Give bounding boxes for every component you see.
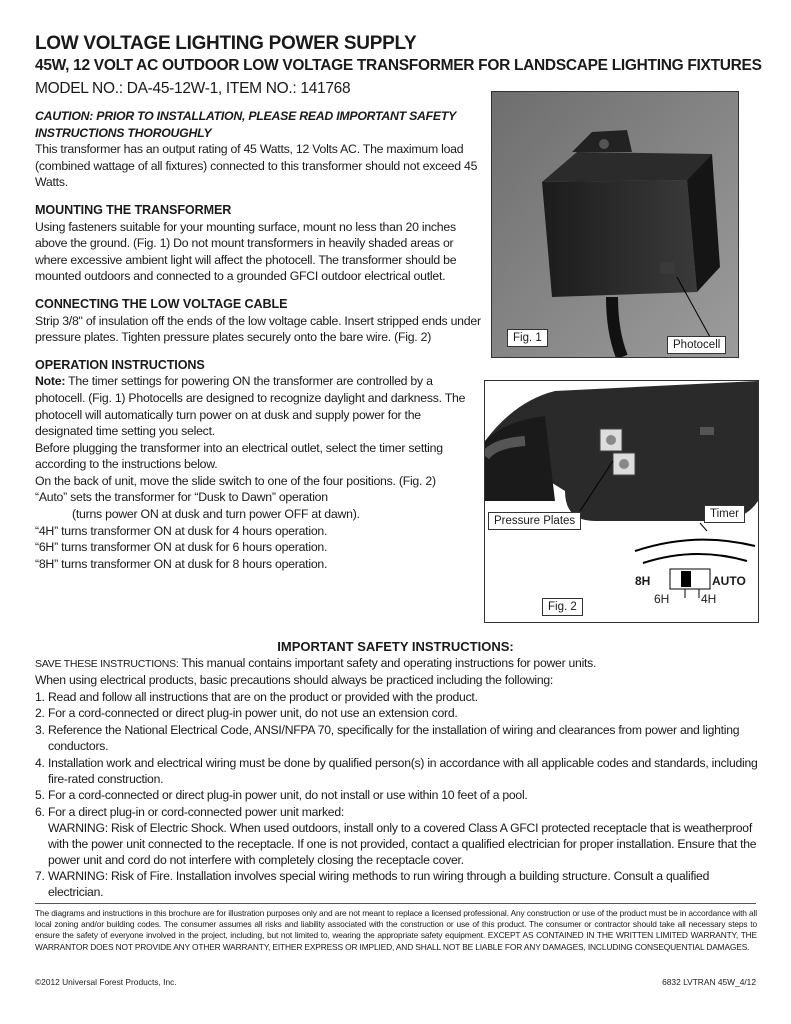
caution-text: This transformer has an output rating of 45 Watts, 12 Volts AC. The maximum load (combined wattage of all fixtures) connected to this transformer should not exceed 45 Watts. (35, 142, 478, 190)
figure-2 (484, 380, 759, 623)
list-item (35, 690, 760, 706)
item-text: For a cord-connected or direct plug-in power unit, do not use an extension cord. (48, 706, 458, 721)
list-item (35, 869, 760, 901)
note-label: Note: (35, 374, 66, 389)
figure-2-label: Fig. 2 (542, 598, 583, 616)
connecting-heading: CONNECTING THE LOW VOLTAGE CABLE (35, 296, 288, 311)
list-item (35, 805, 760, 868)
save-text: This manual contains important safety and operating instructions for power units. (178, 656, 597, 670)
item-text: For a direct plug-in or cord-connected power unit marked: (48, 805, 345, 820)
item-number: 6. (35, 805, 45, 820)
item-text: For a cord-connected or direct plug-in power unit, do not install or use within 10 feet of a pool. (48, 788, 528, 803)
operation-note (35, 373, 481, 439)
disclaimer: The diagrams and instructions in this brochure are for illustration purposes only and are not meant to replace a licensed professional. Any construction or use of the product must be in accordance with all local zoning and/or building codes. The consumer assumes all risks and liability associated with the construction or use of this product. The consumer or contractor should take all necessary steps to ensure the safety of everyone involved in the project, including, but not limited to, wearing the appropriate safety equipment. EXCEPT AS CONTAINED IN THE WRITTEN LIMITED WARRANTY, THE WARRANTOR DOES NOT PROVIDE ANY OTHER WARRANTY, EITHER EXPRESS OR IMPLIED, AND SHALL NOT BE LIABLE FOR ANY DAMAGES, INCLUDING CONSEQUENTIAL DAMAGES. (35, 908, 757, 952)
transformer-photo (492, 92, 738, 357)
operation-line: “8H” turns transformer ON at dusk for 8 hours operation. (35, 556, 328, 571)
photocell-label: Photocell (667, 336, 726, 354)
note-text: The timer settings for powering ON the transformer are controlled by a photocell. (Fig. 1) Photocells are designed to recognize daylight and darkness. The photocell will automatically turn power on at dusk and supply power for the designated time setting you select. (35, 374, 466, 439)
save-instructions-line (35, 656, 760, 673)
mounting-text: Using fasteners suitable for your mounting surface, mount no less than 20 inches above the ground. (Fig. 1) Do not mount transformers in heavily shaded areas or where excessive ambient light will affect the photocell. The transformer should be mounted outdoors and connected to a grounded GFCI outdoor electrical outlet. (35, 219, 457, 284)
switch-4h-label: 4H (701, 592, 717, 606)
copyright: ©2012 Universal Forest Products, Inc. (35, 977, 177, 987)
item-number: 5. (35, 788, 45, 803)
operation-line: On the back of unit, move the slide switch to one of the four positions. (Fig. 2) (35, 473, 436, 488)
switch-auto-label: AUTO (712, 574, 746, 588)
page-subtitle: 45W, 12 VOLT AC OUTDOOR LOW VOLTAGE TRANSFORMER FOR LANDSCAPE LIGHTING FIXTURES (35, 57, 762, 74)
item-text: WARNING: Risk of Fire. Installation involves special wiring methods to run wiring through a building structure. Consult a qualified electrician. (48, 869, 710, 900)
figure-1-label: Fig. 1 (507, 329, 548, 347)
model-number: MODEL NO.: DA-45-12W-1, ITEM NO.: 141768 (35, 80, 351, 97)
mounting-heading: MOUNTING THE TRANSFORMER (35, 202, 232, 217)
item-6-warning: WARNING: Risk of Electric Shock. When used outdoors, install only to a covered Class A GFCI protected receptacle that is weatherproof with the power unit connected to the receptacle. If one is not provided, contact a qualified electrician for proper installation. Ensure that the power unit and cord do not interfere with completely closing the receptacle cover. (48, 820, 757, 867)
operation-line: “Auto” sets the transformer for “Dusk to Dawn” operation (35, 490, 328, 505)
figure-1 (491, 91, 739, 358)
item-text: Installation work and electrical wiring must be done by qualified person(s) in accordance with all applicable codes and standards, including fire-rated construction. (48, 755, 758, 786)
caution-heading: CAUTION: PRIOR TO INSTALLATION, PLEASE READ IMPORTANT SAFETY INSTRUCTIONS THOROUGHLY (35, 109, 456, 140)
safety-list (35, 690, 760, 901)
item-number: 1. (35, 689, 45, 704)
operation-line: “6H” turns transformer ON at dusk for 6 hours operation. (35, 540, 328, 555)
operation-line: (turns power ON at dusk and turn power OFF at dawn). (72, 507, 360, 522)
photocell-sensor (660, 262, 674, 274)
page-title: LOW VOLTAGE LIGHTING POWER SUPPLY (35, 33, 417, 54)
switch-8h-label: 8H (635, 574, 651, 588)
list-item (35, 723, 760, 755)
item-number: 2. (35, 706, 45, 721)
operation-line: Before plugging the transformer into an electrical outlet, select the timer setting according to the instructions below. (35, 440, 443, 472)
connecting-text: Strip 3/8" of insulation off the ends of the low voltage cable. Insert stripped ends under pressure plates. Tighten pressure plates securely onto the bare wire. (Fig. 2) (35, 313, 481, 345)
transformer-body (542, 180, 697, 297)
pressure-plates-label: Pressure Plates (488, 512, 581, 530)
list-item (35, 756, 760, 788)
item-text: Read and follow all instructions that are on the product or provided with the product. (48, 689, 478, 704)
footer-divider (35, 903, 756, 904)
operation-line: “4H” turns transformer ON at dusk for 4 hours operation. (35, 523, 328, 538)
safety-instructions (35, 656, 760, 901)
instructions-column (35, 108, 481, 572)
list-item (35, 788, 760, 804)
item-number: 4. (35, 755, 45, 770)
save-label: SAVE THESE INSTRUCTIONS: (35, 658, 179, 670)
list-item (35, 706, 760, 722)
item-number: 7. (35, 869, 45, 884)
item-number: 3. (35, 723, 45, 738)
timer-label: Timer (704, 505, 745, 523)
safety-intro: When using electrical products, basic precautions should always be practiced including the following: (35, 672, 554, 687)
item-text: Reference the National Electrical Code, ANSI/NFPA 70, specifically for the installation of wiring and clearances from power and lighting conductors. (48, 723, 740, 753)
switch-6h-label: 6H (654, 592, 670, 606)
safety-title: IMPORTANT SAFETY INSTRUCTIONS: (277, 639, 514, 654)
document-code: 6832 LVTRAN 45W_4/12 (662, 977, 756, 987)
operation-heading: OPERATION INSTRUCTIONS (35, 357, 205, 372)
